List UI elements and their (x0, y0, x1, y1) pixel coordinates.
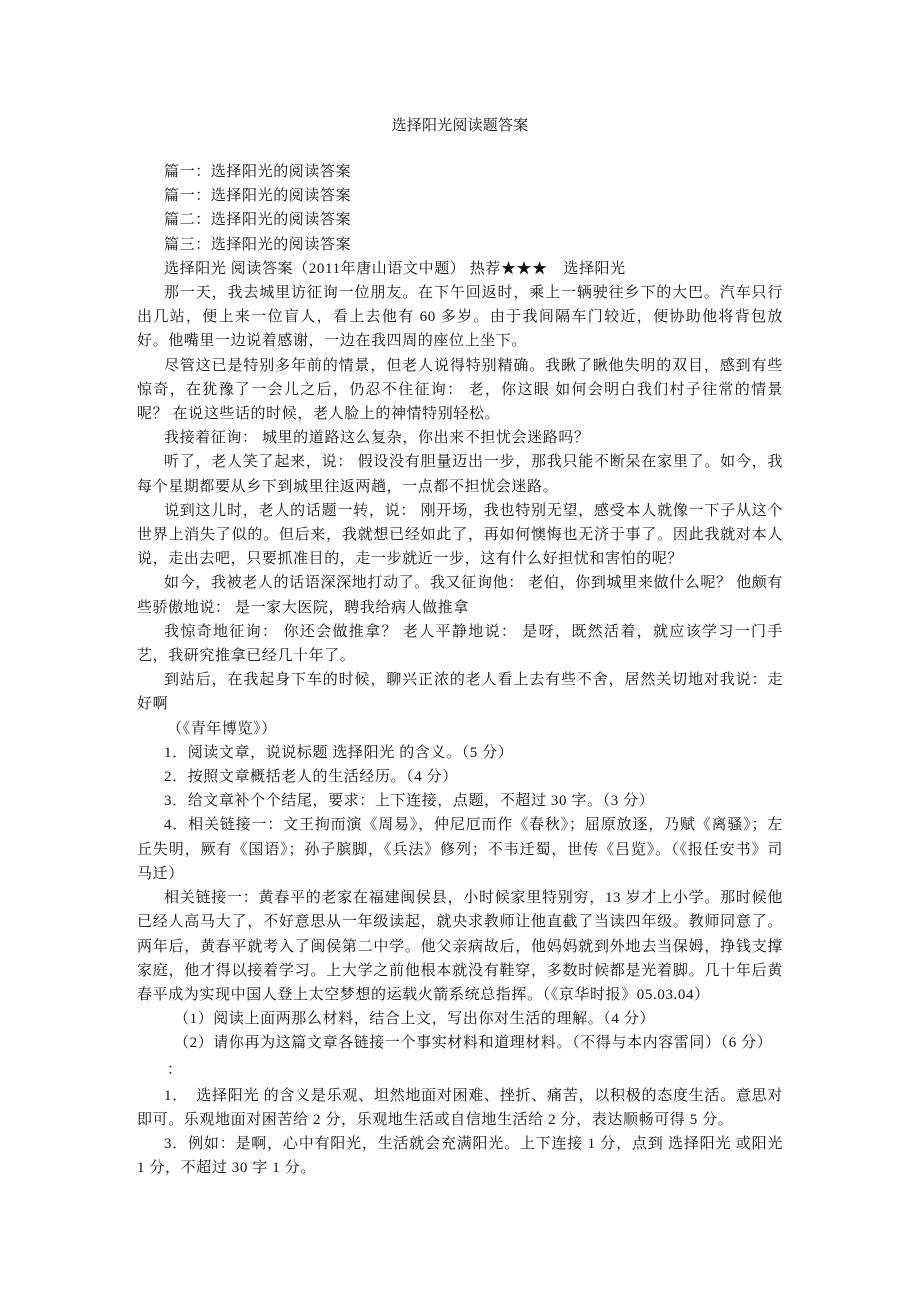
article-subtitle: 选择阳光 阅读答案（2011年唐山语文中题） 热荐★★★ 选择阳光 (164, 260, 626, 277)
toc-line-3: 篇二：选择阳光的阅读答案 (164, 212, 352, 229)
question-3: 3．给文章补个个结尾，要求：上下连接，点题，不超过 30 字。（3 分） (164, 793, 655, 810)
story-paragraph: 那一天，我去城里访征询一位朋友。在下午回返时，乘上一辆驶往乡下的大巴。汽车只行出几站，便上来一位盲人，看上去他有 60 多岁。由于我间隔车门较近，便协助他将背包放好。他嘴里一边说着感谢，一边在我四周的座位上坐下。 (137, 285, 783, 350)
story-paragraph: 我接着征询： 城里的道路这么复杂，你出来不担忧会迷路吗？ (164, 430, 590, 447)
document-body (137, 160, 783, 1180)
answers-label: ： (167, 1061, 183, 1078)
toc-line-1: 篇一：选择阳光的阅读答案 (164, 164, 352, 180)
question-2: 2．按照文章概括老人的生活经历。（4 分） (164, 769, 458, 786)
question-4: 4．相关链接一：文王拘而演《周易》，仲尼厄而作《春秋》；屈原放逐，乃赋《离骚》；左丘失明，厥有《国语》；孙子膑脚，《兵法》修列；不韦迁蜀，世传《吕览》。（《报任安书》司马迁） (137, 817, 783, 882)
question-1: 1．阅读文章，说说标题 选择阳光 的含义。（5 分） (164, 744, 514, 761)
document-title: 选择阳光阅读题答案 (391, 118, 529, 134)
story-paragraph: 如今，我被老人的话语深深地打动了。我又征询他： 老伯，你到城里来做什么呢？ 他颇有些骄傲地说： 是一家大医院，聘我给病人做推拿 (137, 575, 783, 616)
article-source: （《青年博览》） (167, 720, 277, 737)
sub-question-1: （1）阅读上面两那么材料，结合上文，写出你对生活的理解。（4 分） (174, 1011, 656, 1028)
sub-question-2: （2）请你再为这篇文章各链接一个事实材料和道理材料。（不得与本内容雷同）（6 分） (174, 1035, 773, 1052)
story-paragraph: 说到这儿时，老人的话题一转，说： 刚开场，我也特别无望，感受本人就像一下子从这个世界上消失了似的。但后来，我就想已经如此了，再如何懊悔也无济于事了。因此我就对本人说，走出去吧，只要抓准目的，走一步就近一步，这有什么好担忧和害怕的呢？ (137, 502, 783, 568)
toc-line-4: 篇三：选择阳光的阅读答案 (164, 236, 352, 253)
answer-1: 1． 选择阳光 的含义是乐观、坦然地面对困难、挫折、痛苦，以积极的态度生活。意思对即可。乐观地面对困苦给 2 分，乐观地生活或自信地生活给 2 分，表达顺畅可得 5 分。 (137, 1087, 783, 1128)
story-paragraph: 我惊奇地征询： 你还会做推拿？ 老人平静地说： 是呀，既然活着，就应该学习一门手艺，我研究推拿已经几十年了。 (137, 623, 783, 665)
story-paragraph: 尽管这已是特别多年前的情景，但老人说得特别精确。我瞅了瞅他失明的双目，感到有些惊奇，在犹豫了一会儿之后，仍忍不住征询： 老，你这眼 如何会明白我们村子往常的情景呢？ 在说这些话的时候，老人脸上的神情特别轻松。 (137, 357, 783, 423)
link-material: 相关链接一：黄春平的老家在福建闽侯县，小时候家里特别穷，13 岁才上小学。那时候他已经人高马大了，不好意思从一年级读起，就央求教师让他直截了当读四年级。教师同意了。两年后，黄春平就考入了闽侯第二中学。他父亲病故后，他妈妈就到外地去当保姆，挣钱支撑家庭，他才得以接着学习。上大学之前他根本就没有鞋穿，多数时候都是光着脚。几十年后黄春平成为实现中国人登上太空梦想的运载火箭系统总指挥。（《京华时报》05.03.04） (137, 890, 783, 1003)
story-paragraph: 听了，老人笑了起来，说： 假设没有胆量迈出一步，那我只能不断呆在家里了。如今，我每个星期都要从乡下到城里往返两趟，一点都不担忧会迷路。 (137, 454, 783, 495)
toc-line-2: 篇一：选择阳光的阅读答案 (164, 188, 352, 205)
story-paragraph: 到站后，在我起身下车的时候，聊兴正浓的老人看上去有些不舍，居然关切地对我说：走好啊 (137, 672, 783, 713)
answer-3: 3．例如：是啊，心中有阳光，生活就会充满阳光。上下连接 1 分，点到 选择阳光 或阳光 1 分，不超过 30 字 1 分。 (137, 1135, 783, 1177)
